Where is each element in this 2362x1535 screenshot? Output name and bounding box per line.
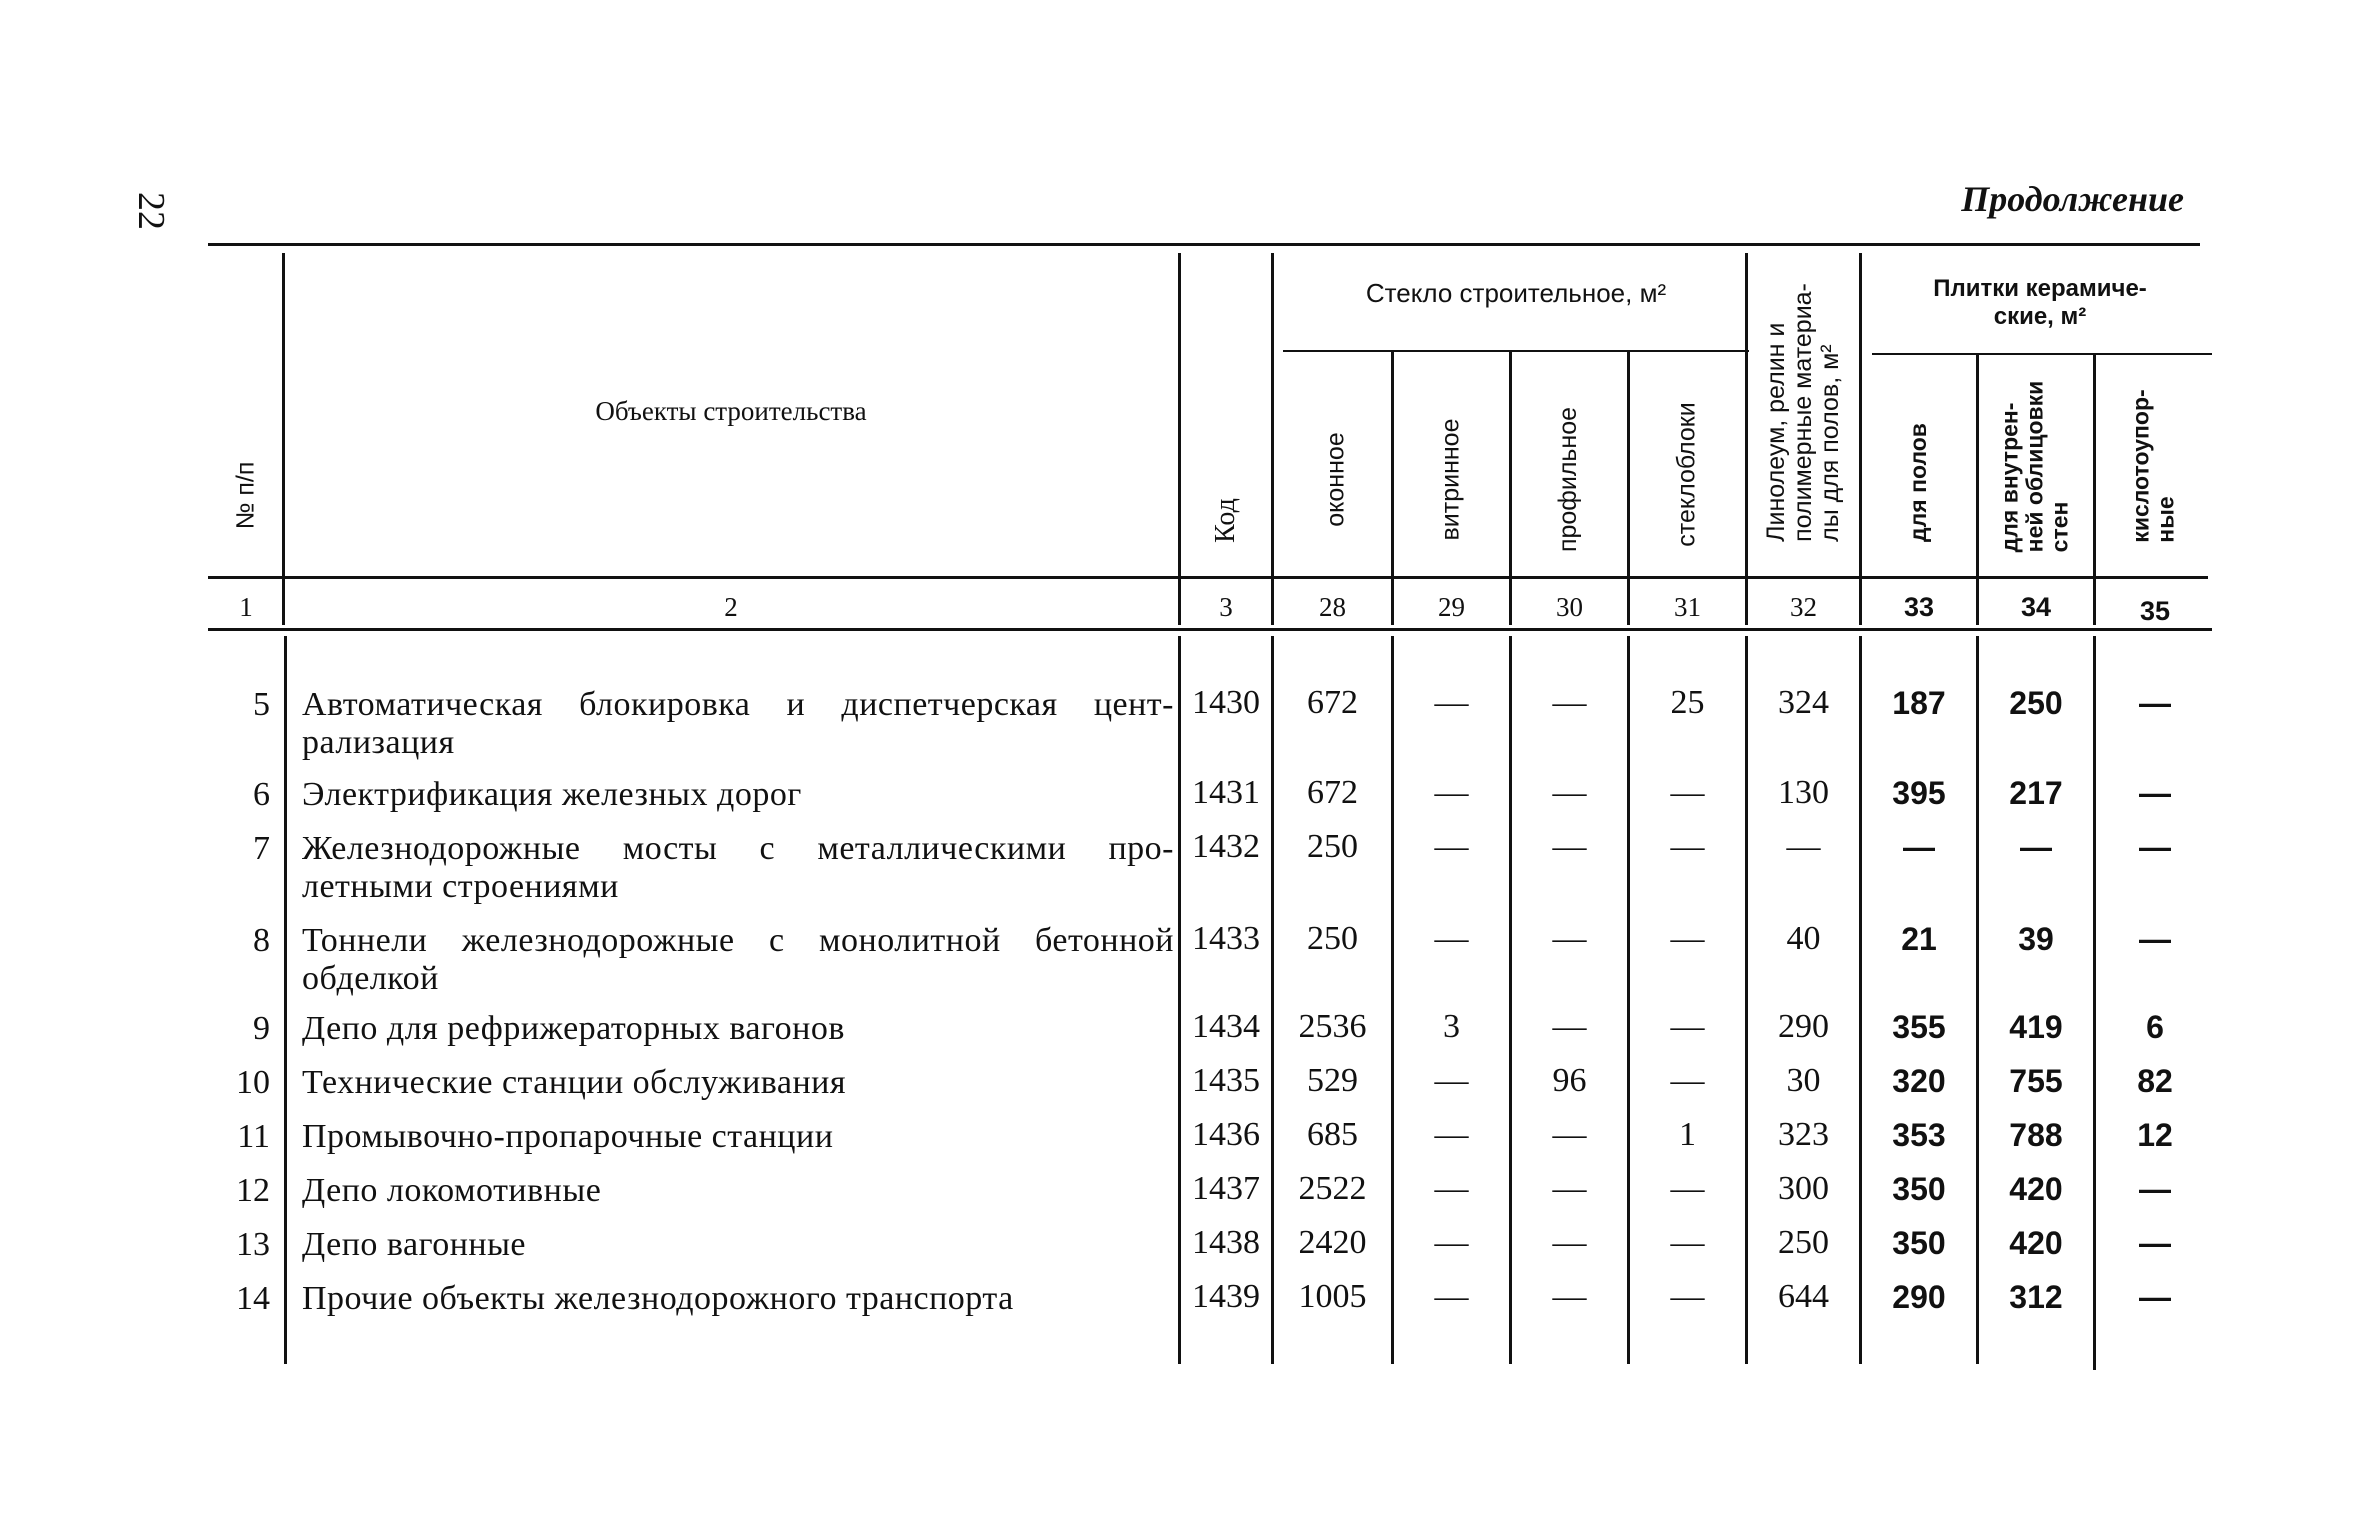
- row-value: 323: [1778, 1116, 1829, 1153]
- row-number: 10: [236, 1064, 270, 1101]
- row-value: —: [1670, 1008, 1705, 1045]
- header-tile-walls-line-1: для внутрен-: [1996, 402, 2023, 552]
- row-object-name-line: рализация: [302, 724, 455, 761]
- row-object-name-line: Депо вагонные: [302, 1226, 527, 1263]
- row-value: 290: [1892, 1279, 1946, 1315]
- row-value: 420: [2009, 1225, 2063, 1261]
- row-value: 3: [1443, 1008, 1460, 1045]
- row-value: 187: [1892, 685, 1946, 721]
- row-value: 1005: [1298, 1278, 1367, 1315]
- row-object-name: [302, 1064, 1174, 1102]
- row-value: —: [1552, 920, 1587, 957]
- header-glass-group: Стекло строительное, м²: [1365, 278, 1667, 308]
- row-object-name: [302, 1280, 1174, 1318]
- row-value: 420: [2009, 1171, 2063, 1207]
- header-tile-acid-line-2: ные: [2153, 496, 2179, 543]
- row-value: —: [1552, 774, 1587, 811]
- row-value: —: [1552, 684, 1587, 721]
- row-value: 672: [1307, 684, 1358, 721]
- row-value: —: [1786, 828, 1821, 865]
- colnum-29: 29: [1438, 592, 1465, 622]
- row-value: 96: [1552, 1062, 1587, 1099]
- row-object-name: [302, 1172, 1174, 1210]
- row-object-name: [302, 1010, 1174, 1048]
- header-glass-col-28: оконное: [1321, 431, 1350, 527]
- row-object-name-line: обделкой: [302, 960, 439, 997]
- header-tiles-group: [1870, 275, 2210, 331]
- colnum-28: 28: [1319, 592, 1346, 622]
- row-value: —: [1670, 1224, 1705, 1261]
- header-linoleum-line-2: полимерные материа-: [1788, 283, 1817, 542]
- row-value: —: [1434, 828, 1469, 865]
- row-value: —: [1434, 1116, 1469, 1153]
- row-value: —: [2139, 1171, 2171, 1207]
- row-value: 419: [2009, 1009, 2063, 1045]
- row-value: 250: [1307, 828, 1358, 865]
- row-value: —: [1434, 684, 1469, 721]
- row-value: 685: [1307, 1116, 1358, 1153]
- row-value: 324: [1778, 684, 1829, 721]
- header-tile-walls: [1979, 360, 2091, 572]
- page-number: 22: [130, 192, 172, 230]
- row-object-name: [302, 1118, 1174, 1156]
- row-code: 1432: [1192, 828, 1260, 865]
- row-object-name-line: Технические станции обслуживания: [302, 1064, 846, 1101]
- row-value: —: [1552, 1224, 1587, 1261]
- body-divider-1: [284, 636, 287, 1364]
- header-tiles-group-line-1: Плитки керамиче-: [1933, 275, 2147, 302]
- row-value: 529: [1307, 1062, 1358, 1099]
- row-value: —: [1434, 1170, 1469, 1207]
- row-value: —: [2139, 1225, 2171, 1261]
- header-tile-acid-line-1: кислотоупор-: [2128, 389, 2154, 543]
- row-value: —: [1552, 1170, 1587, 1207]
- colnum-31: 31: [1674, 592, 1701, 622]
- row-code: 1435: [1192, 1062, 1260, 1099]
- row-value: 755: [2009, 1063, 2063, 1099]
- colnum-2: 2: [724, 592, 738, 622]
- row-object-name: [302, 922, 1174, 998]
- header-tiles-group-line-2: ские, м²: [1993, 303, 2087, 330]
- row-value: 25: [1670, 684, 1705, 721]
- header-tile-walls-line-3: стен: [2046, 501, 2073, 552]
- row-object-name-line: Автоматическая блокировка и диспетчерская цент-: [302, 686, 1174, 723]
- row-value: —: [1670, 774, 1705, 811]
- row-value: 1: [1679, 1116, 1696, 1153]
- row-code: 1430: [1192, 684, 1260, 721]
- row-object-name-line: Электрификация железных дорог: [302, 776, 802, 813]
- header-glass-col-30: профильное: [1554, 406, 1583, 552]
- row-value: 250: [2009, 685, 2063, 721]
- row-number: 14: [236, 1280, 270, 1317]
- row-value: 353: [1892, 1117, 1946, 1153]
- row-object-name-line: Железнодорожные мосты с металлическими про-: [302, 830, 1174, 867]
- row-value: 250: [1778, 1224, 1829, 1261]
- header-code: Код: [1209, 497, 1241, 543]
- row-object-name-line: Депо локомотивные: [302, 1172, 602, 1209]
- row-value: —: [1670, 828, 1705, 865]
- row-object-name: [302, 830, 1174, 906]
- row-object-name-line: Промывочно-пропарочные станции: [302, 1118, 834, 1155]
- row-code: 1434: [1192, 1008, 1260, 1045]
- row-value: —: [1434, 1278, 1469, 1315]
- row-value: 672: [1307, 774, 1358, 811]
- header-linoleum: [1748, 255, 1858, 570]
- row-value: 2522: [1298, 1170, 1367, 1207]
- row-value: 300: [1778, 1170, 1829, 1207]
- header-bottom-rule: [208, 576, 2208, 579]
- continuation-label: Продолжение: [1961, 179, 2184, 219]
- row-value: —: [1670, 920, 1705, 957]
- row-value: 30: [1786, 1062, 1821, 1099]
- row-object-name: [302, 776, 1174, 814]
- row-code: 1433: [1192, 920, 1260, 957]
- row-value: —: [1670, 1170, 1705, 1207]
- colnum-32: 32: [1790, 592, 1817, 622]
- row-value: 21: [1901, 921, 1937, 957]
- row-value: 290: [1778, 1008, 1829, 1045]
- row-code: 1439: [1192, 1278, 1260, 1315]
- row-object-name: [302, 686, 1174, 762]
- row-value: —: [2139, 829, 2171, 865]
- row-number: 8: [253, 922, 270, 959]
- row-number: 12: [236, 1172, 270, 1209]
- row-value: 2420: [1298, 1224, 1367, 1261]
- row-value: 130: [1778, 774, 1829, 811]
- header-glass-col-29: витринное: [1436, 418, 1465, 540]
- colnum-3: 3: [1219, 592, 1233, 622]
- row-number: 11: [237, 1118, 270, 1155]
- row-value: 2536: [1298, 1008, 1367, 1045]
- row-value: —: [2139, 1279, 2171, 1315]
- divider-after-no: [282, 253, 285, 625]
- row-value: —: [1434, 1224, 1469, 1261]
- colnum-bottom-rule: [208, 628, 2212, 631]
- row-value: 39: [2018, 921, 2054, 957]
- header-linoleum-line-1: Линолеум, релин и: [1761, 322, 1790, 542]
- header-linoleum-line-3: лы для полов, м²: [1815, 344, 1844, 542]
- row-value: 395: [1892, 775, 1946, 811]
- row-value: —: [1552, 828, 1587, 865]
- row-number: 5: [253, 686, 270, 723]
- row-value: —: [1670, 1278, 1705, 1315]
- row-value: 355: [1892, 1009, 1946, 1045]
- row-value: —: [1552, 1278, 1587, 1315]
- row-value: 6: [2146, 1009, 2164, 1045]
- row-value: —: [2139, 921, 2171, 957]
- header-objects: Объекты строительства: [595, 396, 867, 426]
- colnum-33: 33: [1903, 592, 1935, 622]
- row-number: 9: [253, 1010, 270, 1047]
- row-value: —: [2020, 829, 2052, 865]
- row-object-name-line: Прочие объекты железнодорожного транспорта: [302, 1280, 1014, 1317]
- row-code: 1438: [1192, 1224, 1260, 1261]
- colnum-34: 34: [2020, 592, 2052, 622]
- row-value: —: [2139, 775, 2171, 811]
- row-value: —: [1670, 1062, 1705, 1099]
- row-value: 40: [1786, 920, 1821, 957]
- row-value: 350: [1892, 1225, 1946, 1261]
- header-tile-walls-line-2: ней облицовки: [2021, 380, 2048, 552]
- row-value: —: [1434, 774, 1469, 811]
- divider-after-code: [1271, 253, 1274, 625]
- tiles-group-rule: [1872, 353, 2212, 355]
- row-value: 250: [1307, 920, 1358, 957]
- row-number: 7: [253, 830, 270, 867]
- row-object-name-line: Тоннели железнодорожные с монолитной бетонной: [302, 922, 1174, 959]
- row-value: 644: [1778, 1278, 1829, 1315]
- row-value: —: [1903, 829, 1935, 865]
- colnum-30: 30: [1556, 592, 1583, 622]
- row-value: 82: [2137, 1063, 2173, 1099]
- row-value: —: [1552, 1116, 1587, 1153]
- row-number: 6: [253, 776, 270, 813]
- row-code: 1431: [1192, 774, 1260, 811]
- row-value: —: [1434, 1062, 1469, 1099]
- row-value: —: [2139, 685, 2171, 721]
- colnum-35: 35: [2139, 596, 2171, 626]
- glass-group-rule: [1283, 350, 1749, 352]
- row-object-name-line: летными строениями: [302, 868, 619, 905]
- row-value: 12: [2137, 1117, 2173, 1153]
- row-value: 350: [1892, 1171, 1946, 1207]
- header-row-no: № п/п: [231, 461, 260, 529]
- row-number: 13: [236, 1226, 270, 1263]
- row-value: 320: [1892, 1063, 1946, 1099]
- row-code: 1436: [1192, 1116, 1260, 1153]
- row-value: —: [1434, 920, 1469, 957]
- colnum-1: 1: [239, 592, 253, 622]
- header-tile-floors: для полов: [1904, 423, 1931, 542]
- row-code: 1437: [1192, 1170, 1260, 1207]
- row-value: —: [1552, 1008, 1587, 1045]
- row-value: 788: [2009, 1117, 2063, 1153]
- row-value: 312: [2009, 1279, 2063, 1315]
- row-value: 217: [2009, 775, 2063, 811]
- row-object-name-line: Депо для рефрижераторных вагонов: [302, 1010, 845, 1047]
- header-tile-acid: [2096, 360, 2212, 572]
- table-top-rule: [208, 243, 2200, 246]
- header-glass-col-31: стеклоблоки: [1672, 401, 1701, 547]
- row-object-name: [302, 1226, 1174, 1264]
